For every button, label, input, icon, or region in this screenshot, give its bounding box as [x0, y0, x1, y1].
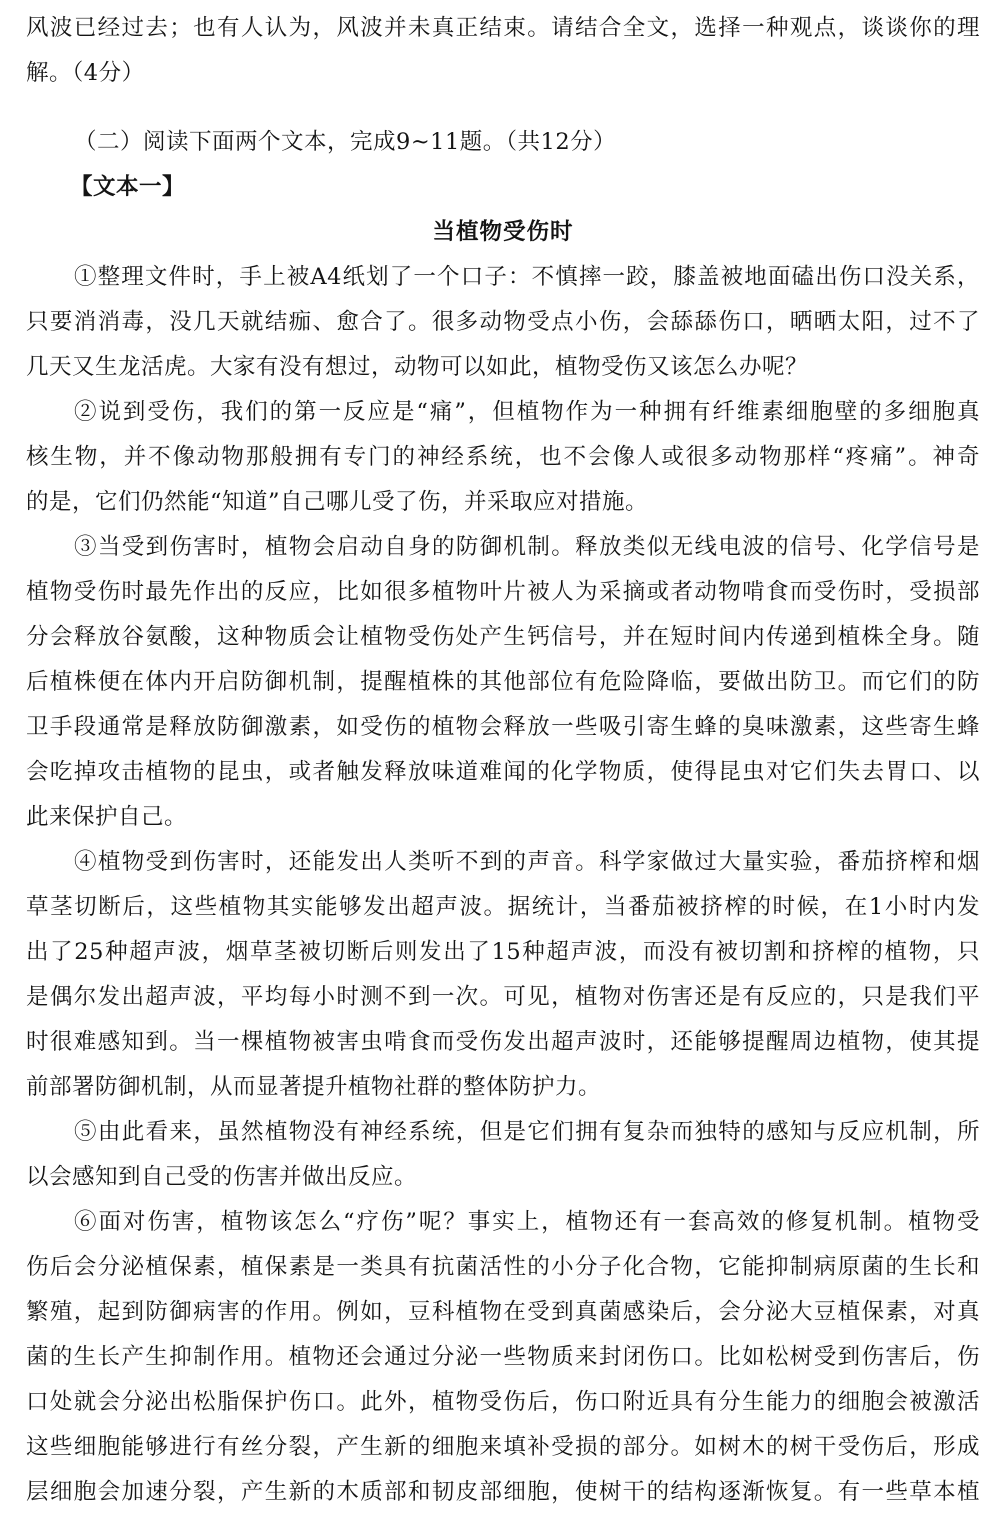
question-8-tail [26, 6, 980, 96]
section-heading: （二）阅读下面两个文本，完成9~11题。（共12分） [74, 129, 617, 155]
paragraph-line: ③当受到伤害时，植物会启动自身的防御机制。释放类似无线电波的信号、化学信号是 [74, 534, 980, 560]
paragraph-line: 是偶尔发出超声波，平均每小时测不到一次。可见，植物对伤害还是有反应的，只是我们平 [26, 984, 980, 1010]
paragraph-line: ⑥面对伤害，植物该怎么“疗伤”呢？事实上，植物还有一套高效的修复机制。植物受 [74, 1209, 980, 1235]
paragraph-3 [26, 525, 980, 840]
paragraph-line: ④植物受到伤害时，还能发出人类听不到的声音。科学家做过大量实验，番茄挤榨和烟 [74, 849, 980, 875]
paragraph-4 [26, 840, 980, 1110]
paragraph-line: 几天又生龙活虎。大家有没有想过，动物可以如此，植物受伤又该怎么办呢？ [26, 354, 809, 380]
paragraph-line: 的是，它们仍然能“知道”自己哪儿受了伤，并采取应对措施。 [26, 489, 649, 515]
paragraph-5 [26, 1110, 980, 1200]
paragraph-line: 口处就会分泌出松脂保护伤口。此外，植物受伤后，伤口附近具有分生能力的细胞会被激活 [26, 1389, 980, 1415]
paragraph-line: 菌的生长产生抑制作用。植物还会通过分泌一些物质来封闭伤口。比如松树受到伤害后，伤 [26, 1344, 980, 1370]
paragraph-line: 此来保护自己。 [26, 804, 188, 830]
paragraph-line: ⑤由此看来，虽然植物没有神经系统，但是它们拥有复杂而独特的感知与反应机制，所 [74, 1119, 980, 1145]
paragraph-line: ①整理文件时，手上被A4纸划了一个口子：不慎摔一跤，膝盖被地面磕出伤口没关系， [74, 264, 980, 290]
paragraph-line: 层细胞会加速分裂，产生新的木质部和韧皮部细胞，使树干的结构逐渐恢复。有一些草本植 [26, 1479, 980, 1505]
paragraph-line: 卫手段通常是释放防御激素，如受伤的植物会释放一些吸引寄生蜂的臭味激素，这些寄生蜂 [26, 714, 980, 740]
article-title: 当植物受伤时 [432, 219, 574, 245]
paragraph-line: 前部署防御机制，从而显著提升植物社群的整体防护力。 [26, 1074, 602, 1100]
paragraph-2 [26, 390, 980, 525]
paragraph-line: 以会感知到自己受的伤害并做出反应。 [26, 1164, 418, 1190]
paragraph-line: 这些细胞能够进行有丝分裂，产生新的细胞来填补受损的部分。如树木的树干受伤后，形成 [26, 1434, 980, 1460]
question-line: 解。（4分） [26, 60, 145, 86]
paragraph-line: 核生物，并不像动物那般拥有专门的神经系统，也不会像人或很多动物那样“疼痛”。神奇 [26, 444, 980, 470]
paragraph-line: 时很难感知到。当一棵植物被害虫啃食而受伤发出超声波时，还能够提醒周边植物，使其提 [26, 1029, 980, 1055]
paragraph-line: 出了25种超声波，烟草茎被切断后则发出了15种超声波，而没有被切割和挤榨的植物，只 [26, 939, 980, 965]
paragraph-line: 只要消消毒，没几天就结痂、愈合了。很多动物受点小伤，会舔舔伤口，晒晒太阳，过不了 [26, 309, 980, 335]
paragraph-line: ②说到受伤，我们的第一反应是“痛”，但植物作为一种拥有纤维素细胞壁的多细胞真 [74, 399, 980, 425]
paragraph-line: 繁殖，起到防御病害的作用。例如，豆科植物在受到真菌感染后，会分泌大豆植保素，对真 [26, 1299, 980, 1325]
paragraph-line: 分会释放谷氨酸，这种物质会让植物受伤处产生钙信号，并在短时间内传递到植株全身。随 [26, 624, 980, 650]
paragraph-line: 草茎切断后，这些植物其实能够发出超声波。据统计，当番茄被挤榨的时候，在1小时内发 [26, 894, 980, 920]
paragraph-6 [26, 1200, 980, 1515]
paragraph-line: 会吃掉攻击植物的昆虫，或者触发释放味道难闻的化学物质，使得昆虫对它们失去胃口、以 [26, 759, 980, 785]
question-line: 风波已经过去；也有人认为，风波并未真正结束。请结合全文，选择一种观点，谈谈你的理 [26, 15, 980, 41]
paragraph-line: 后植株便在体内开启防御机制，提醒植株的其他部位有危险降临，要做出防卫。而它们的防 [26, 669, 980, 695]
text1-label: 【文本一】 [70, 174, 186, 200]
paragraph-1 [26, 255, 980, 390]
paragraph-line: 植物受伤时最先作出的反应，比如很多植物叶片被人为采摘或者动物啃食而受伤时，受损部 [26, 579, 980, 605]
paragraph-line: 伤后会分泌植保素，植保素是一类具有抗菌活性的小分子化合物，它能抑制病原菌的生长和 [26, 1254, 980, 1280]
